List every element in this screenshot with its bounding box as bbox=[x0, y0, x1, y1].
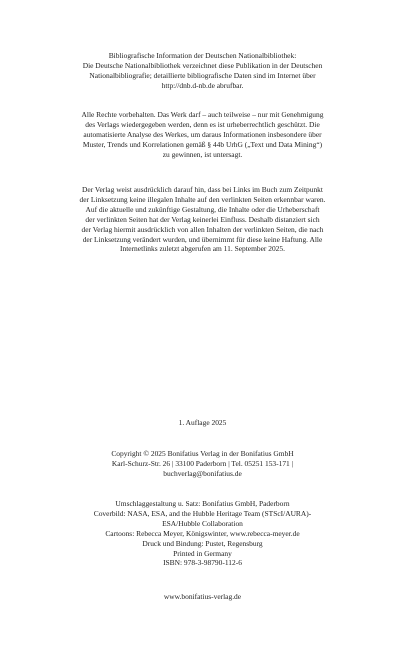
rights-line: Alle Rechte vorbehalten. Das Werk darf – auch teilweise – nur mit Genehmigung bbox=[81, 110, 324, 119]
credit-line: Umschlaggestaltung u. Satz: Bonifatius GmbH, Paderborn bbox=[115, 499, 290, 508]
edition-line bbox=[58, 418, 347, 428]
credit-line: Printed in Germany bbox=[173, 548, 232, 558]
credits-block bbox=[58, 499, 347, 568]
credit-line: Cartoons: Rebecca Meyer, Königswinter, www.rebecca-meyer.de bbox=[105, 528, 300, 538]
rights-notice bbox=[58, 110, 347, 160]
email-line: buchverlag@bonifatius.de bbox=[163, 468, 242, 478]
rights-line: des Verlags wiedergegeben werden, denn es ist urheberrechtlich geschützt. Die bbox=[85, 119, 320, 129]
links-disclaimer bbox=[58, 185, 347, 254]
address-line: Karl-Schurz-Str. 26 | 33100 Paderborn | Tel. 05251 153-171 | bbox=[111, 458, 294, 468]
website-url: www.bonifatius-verlag.de bbox=[163, 592, 242, 601]
edition-text: 1. Auflage 2025 bbox=[178, 418, 227, 427]
copyright-line: Copyright © 2025 Bonifatius Verlag in der Bonifatius GmbH bbox=[111, 449, 294, 458]
biblio-line: Bibliografische Information der Deutschen Nationalbibliothek: bbox=[108, 51, 297, 60]
copyright-block bbox=[58, 449, 347, 479]
isbn-line: ISBN: 978-3-98790-112-6 bbox=[163, 558, 242, 568]
disclaimer-line: Auf die aktuelle und zukünftige Gestaltung, die Inhalte oder die Urheberschaft bbox=[85, 204, 320, 214]
biblio-line: http://dnb.d-nb.de abrufbar. bbox=[161, 80, 244, 90]
biblio-line: Nationalbibliografie; detaillierte bibliografische Daten sind im Internet über bbox=[89, 70, 316, 80]
bibliographic-info bbox=[58, 51, 347, 91]
website-block bbox=[58, 592, 347, 602]
disclaimer-line: Internetlinks zuletzt abgerufen am 11. September 2025. bbox=[120, 244, 285, 254]
disclaimer-line: der verlinkten Seiten hat der Verlag keinerlei Einfluss. Deshalb distanziert sich bbox=[85, 214, 320, 224]
disclaimer-line: Der Verlag weist ausdrücklich darauf hin, dass bei Links im Buch zum Zeitpunkt bbox=[82, 185, 323, 194]
credit-line: ESA/Hubble Collaboration bbox=[162, 518, 243, 528]
imprint-page bbox=[58, 0, 347, 648]
credit-line: Druck und Bindung: Pustet, Regensburg bbox=[142, 538, 263, 548]
credit-line: Coverbild: NASA, ESA, and the Hubble Heritage Team (STScI/AURA)- bbox=[93, 508, 312, 518]
rights-line: Muster, Trends und Korrelationen gemäß § 44b UrhG („Text und Data Mining“) bbox=[82, 139, 323, 149]
disclaimer-line: der Verlag hiermit ausdrücklich von allen Inhalten der verlinkten Seiten, die nach bbox=[81, 224, 324, 234]
rights-line: automatisierte Analyse des Werkes, um daraus Informationen insbesondere über bbox=[83, 129, 322, 139]
disclaimer-line: der Linksetzung verändert wurden, und übernimmt für diese keine Haftung. Alle bbox=[82, 234, 323, 244]
disclaimer-line: der Linksetzung keine illegalen Inhalte auf den verlinkten Seiten erkennbar waren. bbox=[79, 194, 326, 204]
biblio-line: Die Deutsche Nationalbibliothek verzeichnet diese Publikation in der Deutschen bbox=[82, 60, 323, 70]
rights-line: zu gewinnen, ist untersagt. bbox=[162, 149, 243, 159]
